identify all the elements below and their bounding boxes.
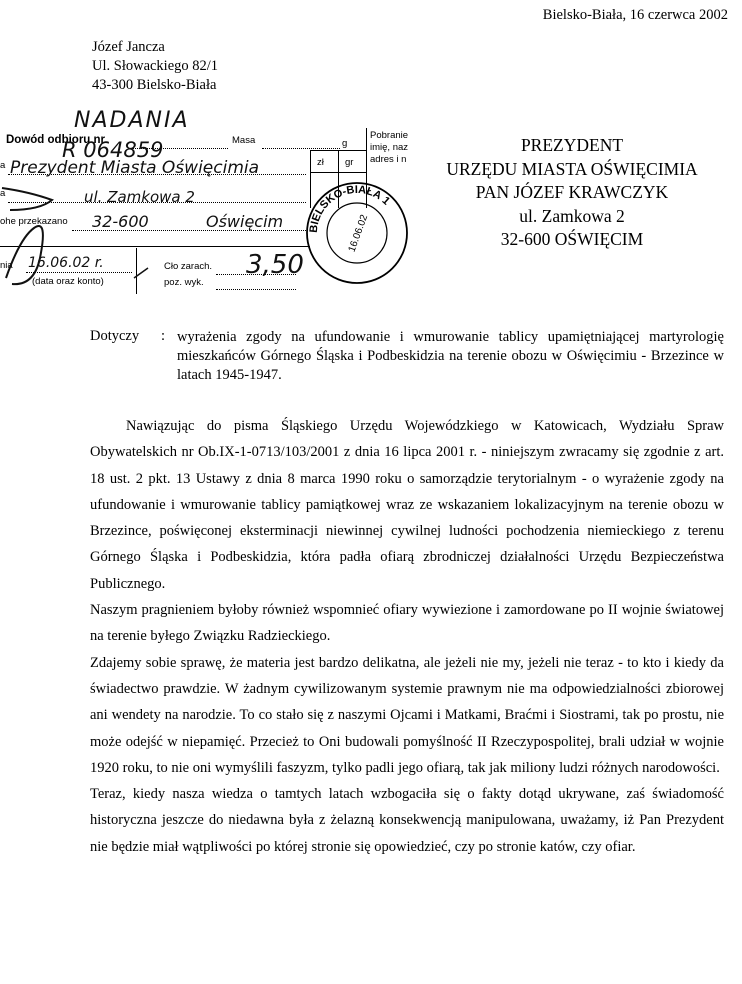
slip-masa-label: Masa xyxy=(232,135,256,146)
slip-title: Dowód odbioru nr xyxy=(6,134,106,146)
slip-przekazano-label: ohe przekazano xyxy=(0,216,68,227)
recipient-line-3: PAN JÓZEF KRAWCZYK xyxy=(475,182,669,202)
postal-stamp xyxy=(302,178,412,288)
handwritten-zip: 32-600 xyxy=(92,212,149,231)
stamp-date: 16.06.02 xyxy=(346,213,371,254)
handwritten-date: 16.06.02 r. xyxy=(28,255,104,271)
slip-poz-label: poz. wyk. xyxy=(164,277,204,288)
subject-colon: : xyxy=(161,328,166,344)
slip-zl-label: zł xyxy=(317,157,324,168)
handwritten-nadania: NADANIA xyxy=(74,108,190,133)
sender-name: Józef Jancza xyxy=(92,39,165,55)
sender-city: 43-300 Bielsko-Biała xyxy=(92,77,217,93)
recipient-line-1: PREZYDENT xyxy=(520,135,624,155)
body-paragraph-4: Teraz, kiedy nasza wiedza o tamtych latach wzbogaciła się o fakty dotąd ukrywane, zaś świadomość historyczna jeszcze do niedawna była z żelazną konsekwencją manipulowana, uważamy, iż Pan Prezydent nie będzie miał wątpliwości po której stronie się opowiedzieć, czy po stronie katów, czy ofiar. xyxy=(90,786,724,855)
slip-nia-label: nia xyxy=(0,260,13,271)
slip-a-label-2: a xyxy=(0,188,6,199)
recipient-line-4: ul. Zamkowa 2 xyxy=(519,205,625,226)
handwritten-city: Oświęcim xyxy=(206,212,284,231)
letter-date: Bielsko-Biała, 16 czerwca 2002 xyxy=(542,7,728,23)
body-paragraph-1: Nawiązując do pisma Śląskiego Urzędu Wojewódzkiego w Katowicach, Wydziału Spraw Obywatelskich nr Ob.IX-1-0713/103/2001 z dnia 16 lipca 2001 r. - niniejszym zwracamy się zgodnie z art. 18 ust. 2 pkt. 13 Ustawy z dnia 8 marca 1990 roku o samorządzie terytorialnym - o wyrażenie zgody na ufundowanie i wmurowanie tablicy pamiątkowej wraz ze wskazaniem lokalizacyjnym na terenie obozu w Brzezince, poświęconej eksterminacji niewinnej cywilnej ludności pochodzenia niemieckiego z terenu Górnego Śląska i Podbeskidzia, która padła ofiarą zbrodniczej działalności Urzędu Bezpieczeństwa Publicznego. xyxy=(90,418,724,592)
recipient-line-5: 32-600 OŚWIĘCIM xyxy=(500,229,644,249)
slip-imie-label: imię, naz xyxy=(370,142,409,153)
subject-text: wyrażenia zgody na ufundowanie i wmurowanie tablicy upamiętniającej martyrologię mieszkańców Górnego Śląska i Podbeskidzia na terenie obozu w Oświęcimiu - Brzezince w latach 1945-1947. xyxy=(177,329,724,383)
handwritten-registration-number: R 064859 xyxy=(62,138,164,162)
body-paragraph-2: Naszym pragnieniem byłoby również wspomnieć ofiary wywiezione i zamordowane po II wojnie światowej na terenie byłego Związku Radzieckiego. xyxy=(90,602,724,645)
letter-body xyxy=(90,413,724,860)
slip-data-konto-label: (data oraz konto) xyxy=(32,276,104,287)
handwritten-recipient-name: Prezydent Miasta Oświęcimia xyxy=(10,158,260,178)
slip-clo-label: Cło zarach. xyxy=(164,261,213,272)
sender-street: Ul. Słowackiego 82/1 xyxy=(92,58,219,74)
handwritten-recipient-street: ul. Zamkowa 2 xyxy=(84,188,195,206)
slip-pobranie-label: Pobranie xyxy=(370,130,409,141)
body-paragraph-3: Zdajemy sobie sprawę, że materia jest bardzo delikatna, ale jeżeli nie my, jeżeli nie teraz - to kto i kiedy da świadectwo prawdzie. W żadnym cywilizowanym systemie prawnym nie ma odpowiedzialności zbiorowej ani wendety na narodzie. To co stało się z naszymi Ojcami i Matkami, Braćmi i Siostrami, tak po prostu, nie może odejść w niepamięć. Przecież to Oni budowali pomyślność II Rzeczypospolitej, brali udział w wojnie 1920 roku, to nie oni wymyślili faszyzm, tylko padli jego ofiarą, tak jak miliony ludzi różnych narodowości. xyxy=(90,654,724,776)
stamp-ring-text: BIELSKO-BIAŁA 1 xyxy=(307,183,393,234)
slip-g-label: g xyxy=(342,138,348,149)
recipient-line-2: URZĘDU MIASTA OŚWIĘCIMIA xyxy=(446,158,698,179)
sender-address xyxy=(92,38,218,95)
recipient-address xyxy=(404,134,740,252)
svg-text:BIELSKO-BIAŁA 1 xyxy=(308,184,392,233)
slip-adres-label: adres i n xyxy=(370,154,407,165)
slip-a-label-1: a xyxy=(0,160,6,171)
slip-gr-label: gr xyxy=(345,157,354,168)
subject-label: Dotyczy xyxy=(90,328,140,344)
handwritten-fee: 3,50 xyxy=(246,250,304,280)
